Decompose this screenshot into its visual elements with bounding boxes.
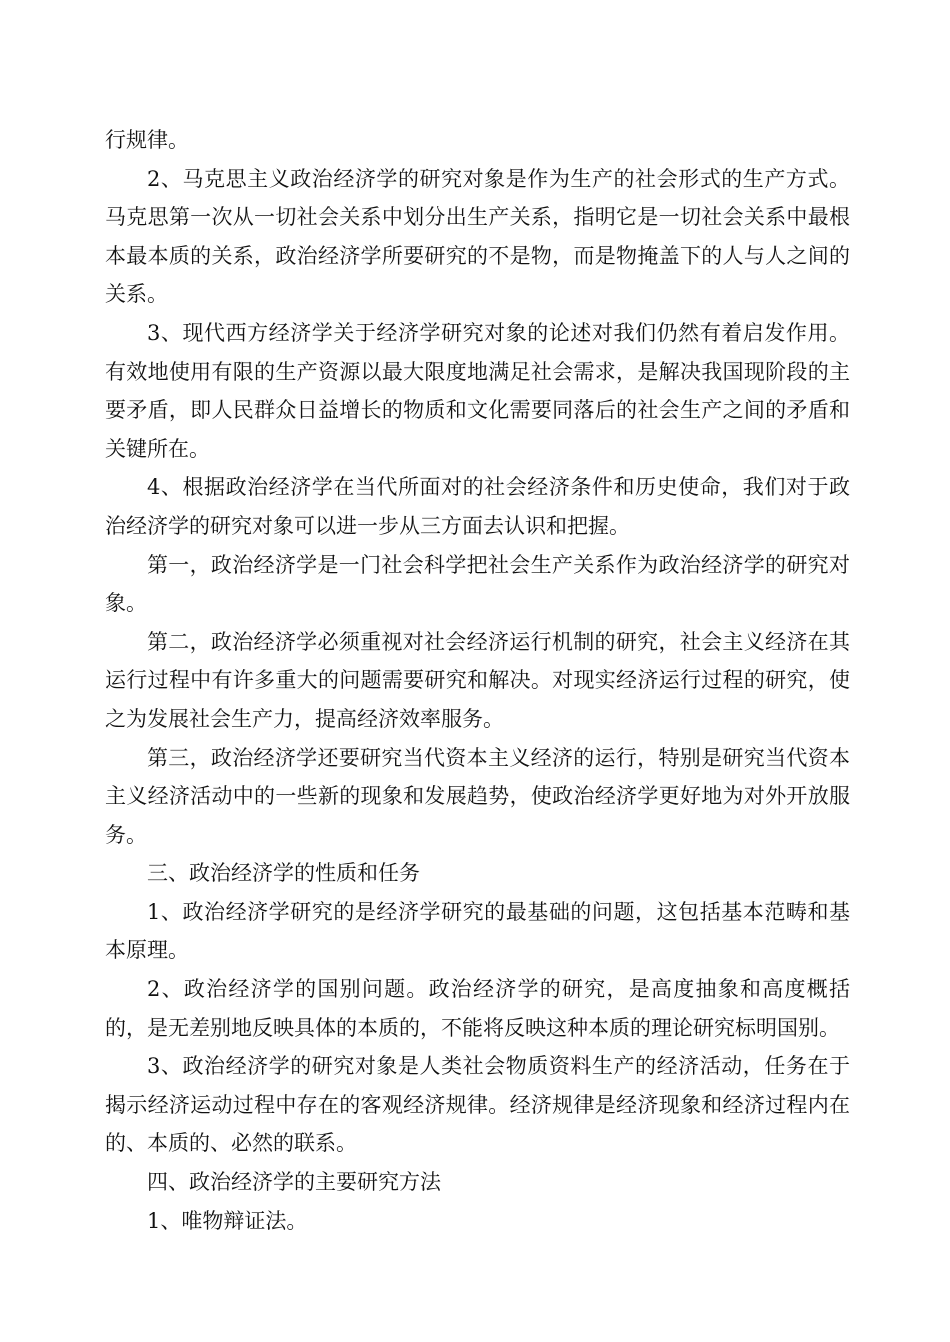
- paragraph-dialectics: 1、唯物辩证法。: [147, 1208, 308, 1233]
- section-heading-nature-tasks: 三、政治经济学的性质和任务: [147, 861, 420, 886]
- paragraph-first: 第一，政治经济学是一门社会科学把社会生产关系作为政治经济学的研究对象。: [105, 552, 850, 616]
- paragraph-three-aspects: 4、根据政治经济学在当代所面对的社会经济条件和历史使命，我们对于政治经济学的研究对象可以进一步从三方面去认识和把握。: [105, 475, 850, 538]
- paragraph-continuation: 行规律。: [105, 128, 189, 152]
- paragraph-marxist-object: 2、马克思主义政治经济学的研究对象是作为生产的社会形式的生产方式。马克思第一次从一切社会关系中划分出生产关系，指明它是一切社会关系中最根本最本质的关系，政治经济学所要研究的不是物，而是物掩盖下的人与人之间的关系。: [105, 166, 850, 307]
- paragraph-third: 第三，政治经济学还要研究当代资本主义经济的运行，特别是研究当代资本主义经济活动中的一些新的现象和发展趋势，使政治经济学更好地为对外开放服务。: [105, 745, 850, 847]
- section-heading-methods: 四、政治经济学的主要研究方法: [147, 1170, 441, 1195]
- paragraph-western-economics: 3、现代西方经济学关于经济学研究对象的论述对我们仍然有着启发作用。有效地使用有限的生产资源以最大限度地满足社会需求，是解决我国现阶段的主要矛盾，即人民群众日益增长的物质和文化需要同落后的社会生产之间的矛盾和关键所在。: [105, 320, 850, 461]
- paragraph-basic-problems: 1、政治经济学研究的是经济学研究的最基础的问题，这包括基本范畴和基本原理。: [105, 899, 850, 963]
- paragraph-research-object: 3、政治经济学的研究对象是人类社会物质资料生产的经济活动，任务在于揭示经济运动过程中存在的客观经济规律。经济规律是经济现象和经济过程内在的、本质的、必然的联系。: [105, 1054, 850, 1156]
- paragraph-national-issue: 2、政治经济学的国别问题。政治经济学的研究，是高度抽象和高度概括的，是无差别地反映具体的本质的，不能将反映这种本质的理论研究标明国别。: [105, 977, 850, 1040]
- paragraph-second: 第二，政治经济学必须重视对社会经济运行机制的研究，社会主义经济在其运行过程中有许多重大的问题需要研究和解决。对现实经济运行过程的研究，使之为发展社会生产力，提高经济效率服务。: [105, 629, 850, 731]
- document-page: [105, 121, 850, 1240]
